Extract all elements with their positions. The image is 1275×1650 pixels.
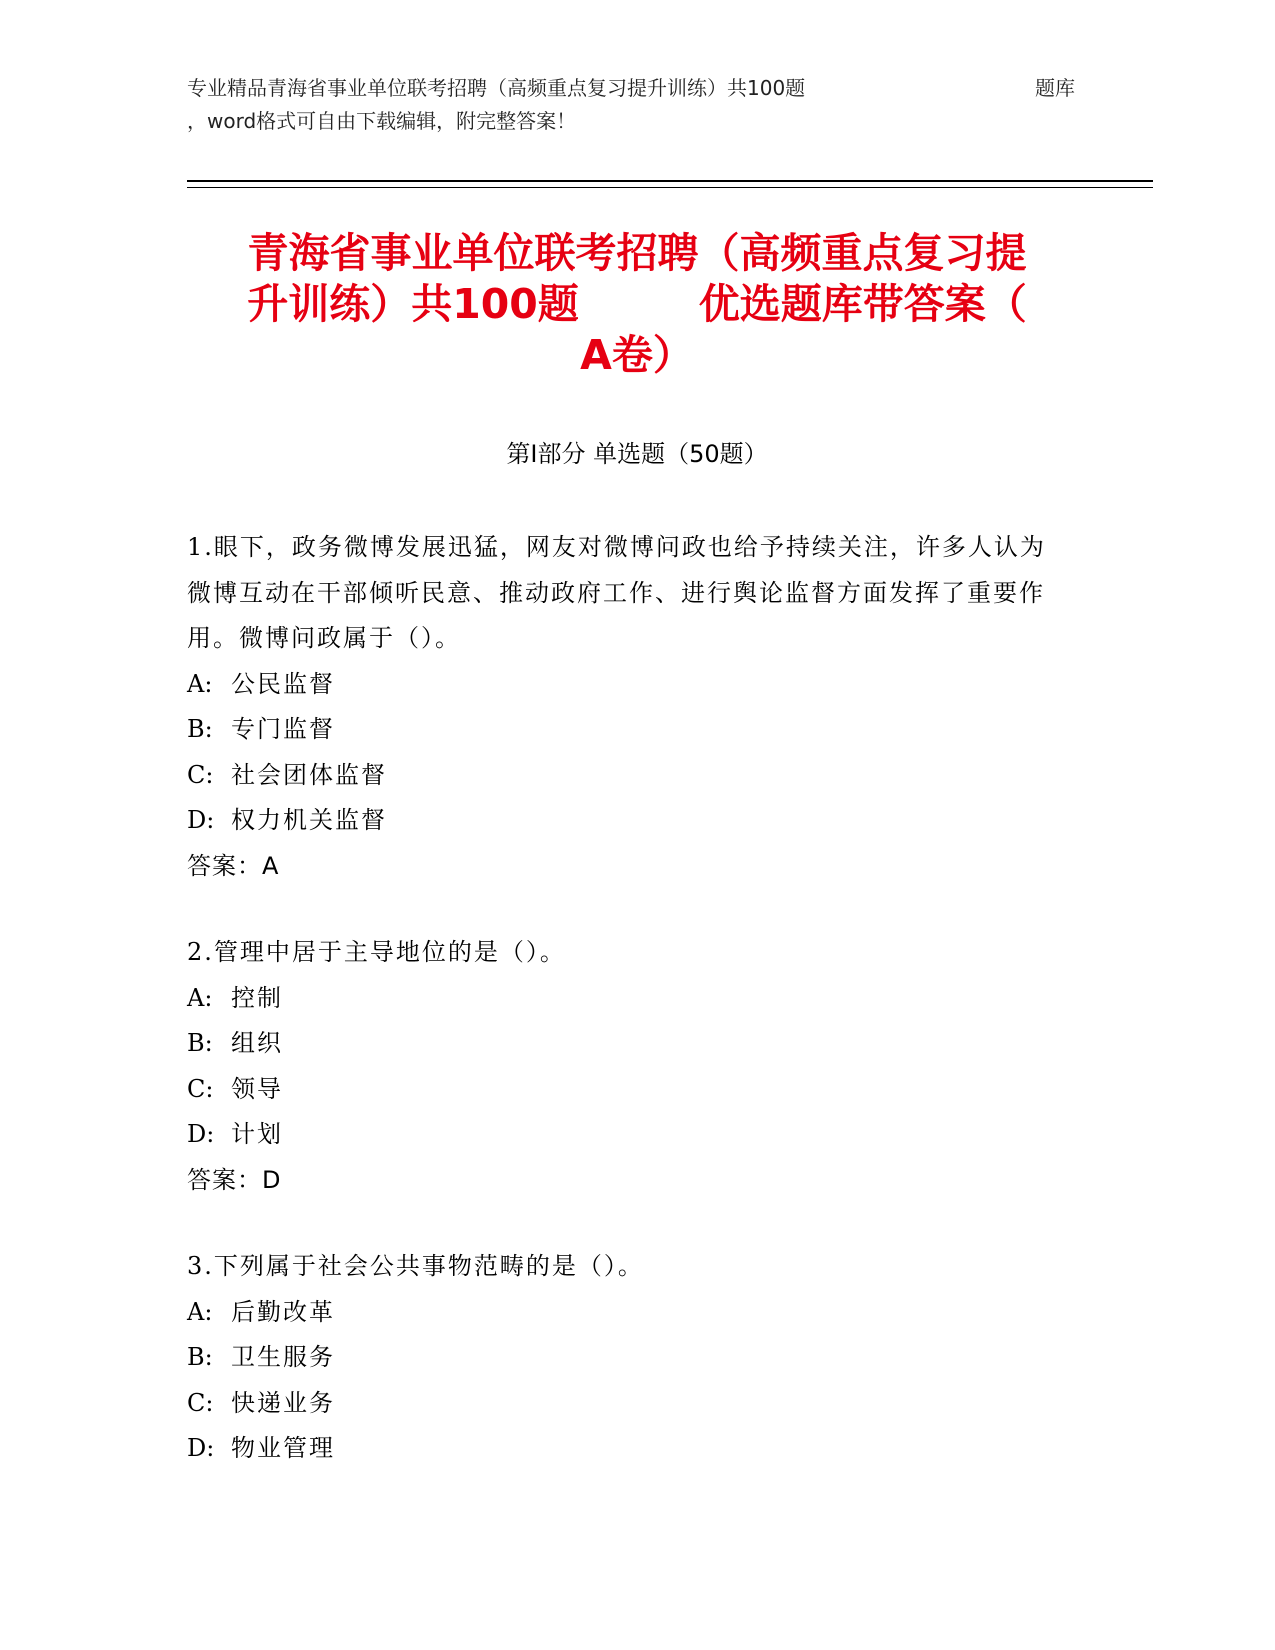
section-heading: 第Ⅰ部分 单选题（50题） [506, 440, 768, 468]
question-list [187, 525, 1067, 1513]
answer-line: 答案：D [187, 1165, 282, 1194]
option-key: B: [187, 1029, 213, 1057]
option-text: 领导 [231, 1074, 283, 1103]
question-2 [187, 930, 1067, 1203]
option-b [187, 1335, 1067, 1381]
option-a [187, 662, 1067, 708]
option-key: C: [187, 1388, 214, 1417]
option-b [187, 1021, 1067, 1067]
question-stem: 1.眼下，政务微博发展迅猛，网友对微博问政也给予持续关注，许多人认为微博互动在干部倾听民意、推动政府工作、进行舆论监督方面发挥了重要作用。微博问政属于（）。 [187, 533, 1046, 652]
option-key: A: [187, 1297, 213, 1326]
option-c [187, 1067, 1067, 1113]
header-line-1 [187, 72, 1087, 105]
option-b [187, 707, 1067, 753]
option-key: C: [187, 1074, 214, 1103]
question-stem: 2.管理中居于主导地位的是（）。 [187, 938, 566, 966]
question-1 [187, 525, 1067, 889]
question-3 [187, 1244, 1067, 1472]
option-text: 专门监督 [231, 715, 335, 743]
header-divider-thin [187, 187, 1153, 188]
header-right-label: 题库 [1035, 76, 1075, 100]
title-line-2 [187, 279, 1087, 330]
option-key: A: [187, 669, 213, 698]
option-d [187, 798, 1067, 844]
question-stem: 3.下列属于社会公共事物范畴的是（）。 [187, 1252, 644, 1280]
option-d [187, 1112, 1067, 1158]
option-key: D: [187, 806, 215, 834]
option-key: D: [187, 1120, 215, 1148]
option-text: 后勤改革 [231, 1297, 335, 1326]
option-d [187, 1426, 1067, 1472]
option-a [187, 976, 1067, 1022]
title-line-2-left: 升训练）共100题 [247, 280, 579, 328]
option-text: 快递业务 [231, 1388, 335, 1417]
option-a [187, 1290, 1067, 1336]
answer-line: 答案：A [187, 851, 280, 880]
option-text: 计划 [231, 1120, 283, 1148]
option-text: 公民监督 [231, 669, 335, 698]
header-title-text: 专业精品青海省事业单位联考招聘（高频重点复习提升训练）共100题 [187, 76, 806, 100]
header-line-2: ，word格式可自由下载编辑，附完整答案！ [187, 109, 577, 133]
title-line-3: A卷） [580, 331, 694, 379]
page-header [187, 72, 1087, 138]
option-c [187, 1381, 1067, 1427]
option-text: 卫生服务 [231, 1343, 335, 1371]
option-key: B: [187, 1343, 213, 1371]
option-text: 物业管理 [231, 1434, 335, 1462]
option-text: 组织 [231, 1029, 283, 1057]
option-key: A: [187, 983, 213, 1012]
option-text: 控制 [231, 983, 283, 1012]
title-line-2-right: 优选题库带答案（ [698, 280, 1027, 328]
option-text: 权力机关监督 [231, 806, 387, 834]
option-key: C: [187, 760, 214, 789]
option-text: 社会团体监督 [231, 760, 387, 789]
option-c [187, 753, 1067, 799]
option-key: B: [187, 715, 213, 743]
document-title [187, 228, 1087, 381]
header-divider-thick [187, 180, 1153, 182]
option-key: D: [187, 1434, 215, 1462]
title-line-1: 青海省事业单位联考招聘（高频重点复习提 [247, 229, 1027, 277]
